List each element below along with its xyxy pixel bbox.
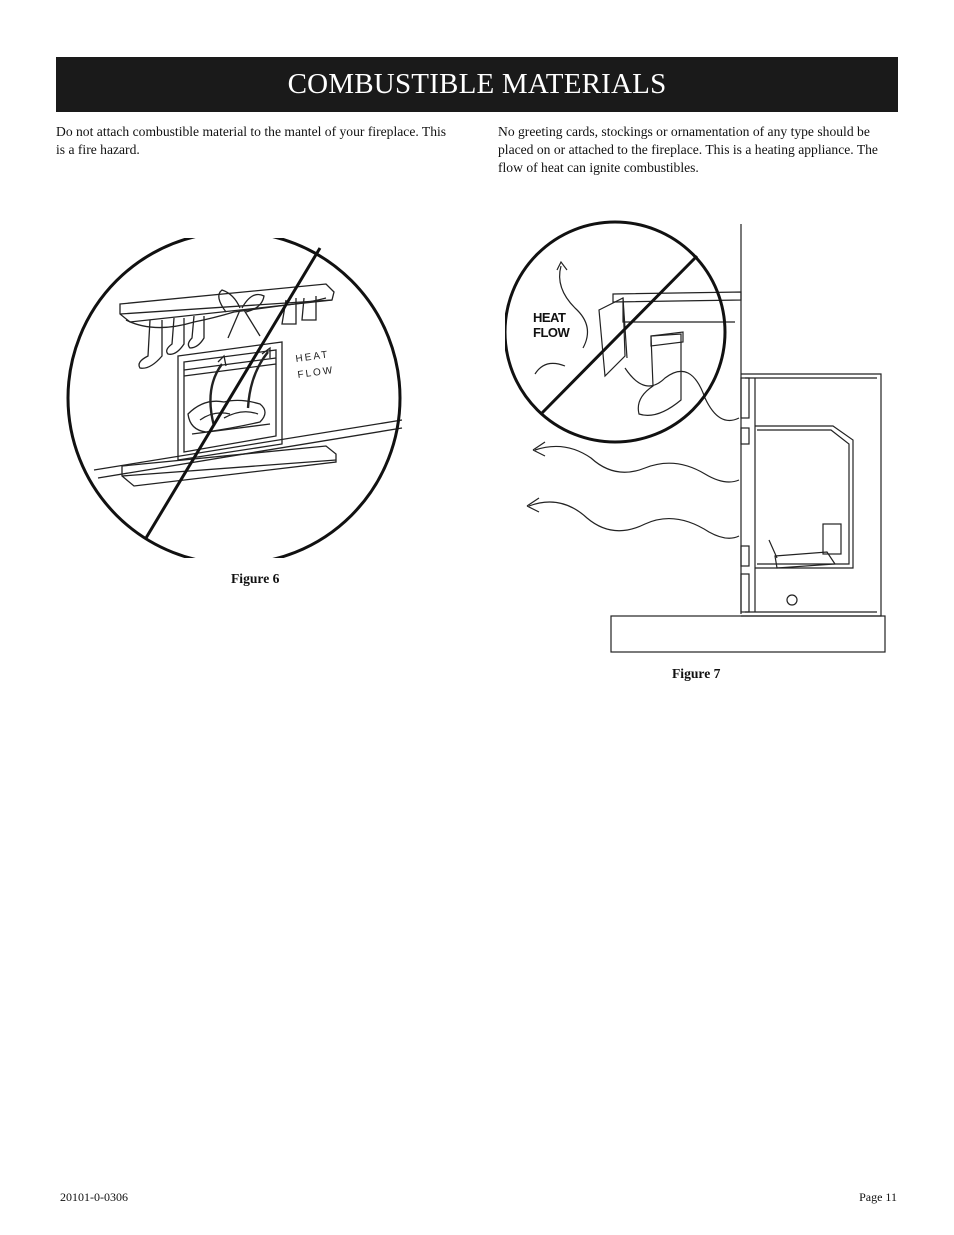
figure-6-heat-label: HEAT xyxy=(294,349,331,365)
prohibition-slash xyxy=(146,248,320,538)
document-number: 20101-0-0306 xyxy=(60,1190,128,1204)
figure-7-caption: Figure 7 xyxy=(672,666,721,681)
title-banner xyxy=(56,57,898,112)
figure-7-flow-label: FLOW xyxy=(533,325,570,340)
page-number: Page 11 xyxy=(859,1190,897,1204)
page-title: COMBUSTIBLE MATERIALS xyxy=(287,68,667,100)
figure-7-heat-label: HEAT xyxy=(533,310,566,325)
left-paragraph: Do not attach combustible material to the mantel of your fireplace. This is a fire hazard. xyxy=(56,124,447,157)
figure-6-illustration xyxy=(64,238,404,558)
figure-6-flow-label: FLOW xyxy=(296,364,335,381)
figure-6-caption: Figure 6 xyxy=(231,571,280,586)
right-paragraph: No greeting cards, stockings or ornamentation of any type should be placed on or attached to the fireplace. This is a heating appliance. The flow of heat can ignite combustibles. xyxy=(498,124,878,175)
prohibition-circle xyxy=(68,238,400,558)
figure-7-illustration xyxy=(505,218,889,654)
